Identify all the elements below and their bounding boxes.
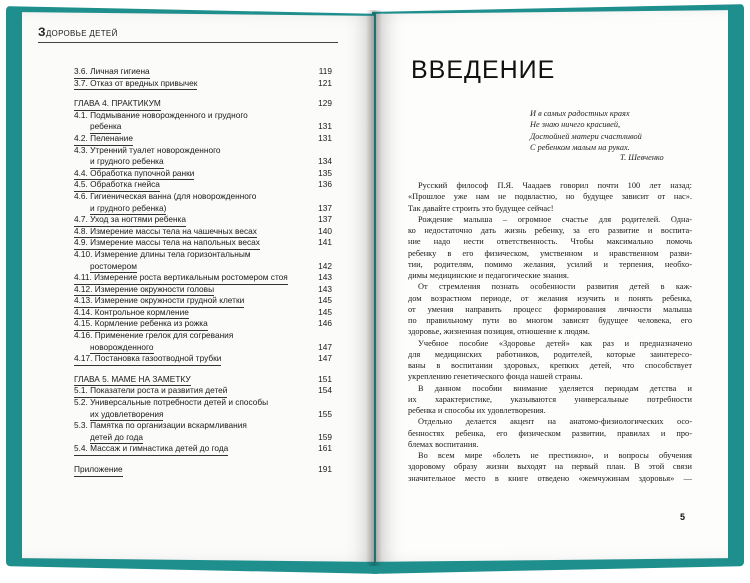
body-line: Во всем мире «болеть не престижно», и вопросы обучения	[418, 451, 692, 460]
toc-entry	[74, 249, 332, 261]
toc-entry-page: 151	[315, 374, 332, 386]
body-line: от умения направить процесс формирования личности малыша	[408, 304, 692, 314]
toc-entry	[74, 203, 332, 215]
toc-entry-title: 4.7. Уход за ногтями ребенка	[74, 214, 186, 227]
toc-entry	[74, 307, 332, 319]
toc-entry-title: 4.15. Кормление ребенка из рожка	[74, 318, 208, 331]
toc-spacer	[74, 89, 332, 98]
toc-entry	[74, 66, 332, 78]
toc-entry-title: 4.12. Измерение окружности головы	[74, 284, 214, 297]
body-line: здоровье, жизненная позиция, отношение к людям.	[408, 327, 590, 337]
toc-entry	[74, 191, 332, 203]
body-line: ко недостаточно дать жизнь ребенку, за его развитие и воспита-	[408, 226, 692, 235]
toc-entry-title: 4.17. Постановка газоотводной трубки	[74, 353, 221, 366]
body-line: В данном пособии внимание уделяется периодам детства и	[418, 383, 692, 393]
toc-entry-title: 4.10. Измерение длины тела горизонтальным	[74, 248, 251, 259]
toc-entry-title: 4.16. Применение грелок для согревания	[74, 330, 234, 341]
toc-entry-title: Приложение	[74, 464, 123, 477]
toc-entry-page: 136	[315, 179, 332, 191]
toc-entry-title: ГЛАВА 5. МАМЕ НА ЗАМЕТКУ	[74, 374, 191, 387]
toc-entry-page: 161	[315, 443, 332, 455]
body-line: для медицинских работников, родителей, которые заинтересо-	[408, 349, 692, 359]
body-line: димы медицинские и педагогические знания.	[408, 271, 569, 280]
toc-entry	[74, 156, 332, 168]
toc-entry-page: 119	[316, 66, 332, 78]
toc-entry-title: 4.14. Контрольное кормление	[74, 307, 189, 320]
toc-entry-title: 4.8. Измерение массы тела на чашечных весах	[74, 226, 257, 239]
toc-entry	[74, 420, 332, 432]
running-head	[38, 25, 118, 39]
toc-entry-page: 134	[315, 156, 332, 168]
toc-spacer	[74, 455, 332, 464]
toc-entry	[74, 272, 332, 284]
toc-entry-page: 137	[315, 214, 332, 226]
toc-entry-title: 3.7. Отказ от вредных привычек	[74, 78, 197, 91]
body-line: От стремления познать особенности развития детей в каж-	[418, 282, 692, 292]
body-line: ние надо нести ответственность. Чтобы максимально помочь	[408, 237, 692, 247]
body-line: ребенка и способы их удовлетворения.	[408, 406, 546, 415]
toc-entry	[74, 78, 332, 90]
toc-entry-page: 137	[315, 203, 332, 215]
book-gutter	[366, 10, 382, 566]
body-line: значительное место в книге отведено «жемчужинам здоровья» —	[408, 473, 692, 483]
toc-entry	[74, 295, 332, 307]
page-number: 5	[680, 512, 686, 522]
toc-entry	[74, 385, 332, 397]
body-line: Рождение малыша – огромное счастье для родителей. Одна-	[418, 214, 692, 224]
toc-entry-title: их удовлетворения	[90, 409, 163, 422]
toc-entry	[74, 110, 332, 122]
toc-entry	[74, 342, 332, 354]
toc-entry-title: 5.1. Показатели роста и развития детей	[74, 385, 227, 398]
epigraph-author: Т. Шевченко	[620, 153, 664, 162]
toc-entry-title: 4.5. Обработка гнейса	[74, 179, 160, 192]
toc-entry-page: 155	[315, 409, 332, 421]
toc-spacer	[74, 365, 332, 374]
toc-entry-title: 4.9. Измерение массы тела на напольных весах	[74, 237, 260, 250]
toc-entry	[74, 226, 332, 238]
table-of-contents	[74, 66, 332, 476]
epigraph-line: С ребенком малым на руках.	[530, 142, 630, 152]
toc-entry-title: 5.4. Массаж и гимнастика детей до года	[74, 443, 228, 456]
body-line: дом возрастном периоде, от желания изучить и понять ребенка,	[408, 293, 692, 303]
toc-entry-title: 3.6. Личная гигиена	[74, 66, 150, 79]
toc-entry	[74, 374, 332, 386]
toc-entry-title: новорожденного	[90, 342, 154, 355]
body-line: Отдельно делается акцент на анатомо-физиологических осо-	[418, 417, 692, 427]
epigraph-line: Не знаю ничего красивей,	[530, 120, 621, 130]
toc-entry	[74, 98, 332, 110]
toc-entry-page: 142	[315, 261, 332, 273]
toc-entry-title: 4.6. Гигиеническая ванна (для новорожденного	[74, 190, 257, 201]
toc-entry-title: 4.11. Измерение роста вертикальным ростомером стоя	[74, 272, 288, 285]
toc-entry	[74, 284, 332, 296]
toc-entry-title: ростомером	[90, 261, 137, 274]
running-head-text: ДОРОВЬЕ ДЕТЕЙ	[45, 29, 118, 38]
toc-entry-title: ГЛАВА 4. ПРАКТИКУМ	[74, 98, 161, 111]
toc-entry-title: и грудного ребенка)	[90, 203, 166, 216]
body-text	[408, 180, 692, 484]
body-line: укреплению генетического фонда нашей страны.	[408, 372, 583, 382]
toc-entry-page: 159	[315, 432, 332, 444]
toc-entry-page: 143	[315, 284, 332, 296]
toc-entry-title: 5.3. Памятка по организации вскармливания	[74, 420, 247, 431]
toc-entry	[74, 432, 332, 444]
toc-entry-page: 140	[315, 226, 332, 238]
epigraph	[530, 108, 642, 153]
toc-entry	[74, 353, 332, 365]
epigraph-line: И в самых радостных краях	[530, 109, 630, 118]
toc-entry-page: 141	[315, 237, 332, 249]
toc-entry-page: 131	[315, 121, 332, 133]
toc-entry-page: 121	[315, 78, 332, 90]
toc-entry	[74, 261, 332, 273]
toc-entry	[74, 214, 332, 226]
toc-entry-page: 147	[315, 353, 332, 365]
body-line: Учебное пособие «Здоровье детей» как раз и предназначено	[418, 338, 692, 348]
body-line: ваны в воспитании здоровых, крепких детей, что способствует	[408, 361, 692, 370]
toc-entry	[74, 133, 332, 145]
toc-entry-title: детей до года	[90, 432, 143, 445]
toc-entry-title: ребенка	[90, 121, 121, 134]
page-title: ВВЕДЕНИЕ	[411, 56, 556, 84]
toc-entry-page: 135	[315, 168, 332, 180]
running-head-cap: З	[38, 25, 46, 39]
toc-entry-title: 5.2. Универсальные потребности детей и способы	[74, 397, 269, 408]
toc-entry	[74, 145, 332, 157]
body-line: бенностях ребенка, его физическом развитии, правилах и про-	[408, 428, 692, 438]
body-line: блемах воспитания.	[408, 439, 479, 449]
running-head-rule	[38, 42, 338, 43]
toc-entry	[74, 330, 332, 342]
body-line: их характеристике, указываются универсальные потребности	[408, 394, 692, 404]
toc-entry-page: 147	[315, 342, 332, 354]
toc-entry-page: 143	[315, 272, 332, 284]
body-line: «Прошлое уже нам не подвластно, но будущее зависит от нас».	[408, 192, 692, 202]
toc-entry	[74, 121, 332, 133]
toc-entry-page: 129	[315, 98, 332, 110]
toc-entry	[74, 179, 332, 191]
toc-entry-title: 4.4. Обработка пупочной ранки	[74, 168, 194, 181]
toc-entry-page: 145	[315, 307, 332, 319]
toc-entry-title: 4.3. Утренний туалет новорожденного	[74, 144, 221, 155]
toc-entry	[74, 464, 332, 476]
toc-entry	[74, 318, 332, 330]
body-line: Так давайте строить это будущее сейчас!	[408, 203, 554, 213]
toc-entry	[74, 443, 332, 455]
body-line: ребенку в его физическом, умственном и нравственном разви-	[408, 248, 692, 258]
toc-entry-page: 154	[315, 385, 332, 397]
body-line: Русский философ П.Я. Чаадаев говорил почти 100 лет назад:	[418, 181, 692, 190]
toc-entry-page: 131	[315, 133, 332, 145]
toc-entry-title: 4.2. Пеленание	[74, 133, 133, 146]
toc-entry	[74, 237, 332, 249]
toc-entry	[74, 397, 332, 409]
toc-entry-title: 4.13. Измерение окружности грудной клетки	[74, 295, 244, 308]
toc-entry	[74, 168, 332, 180]
toc-entry-title: и грудного ребенка	[90, 156, 164, 169]
toc-entry-page: 146	[315, 318, 332, 330]
toc-entry-title: 4.1. Подмывание новорожденного и грудного	[74, 109, 248, 120]
toc-entry	[74, 409, 332, 421]
toc-entry-page: 191	[315, 464, 332, 476]
body-line: здоровому образу жизни выходят на первый план. В этой связи	[408, 462, 692, 472]
epigraph-line: Достойней матери счастливой	[530, 131, 642, 141]
toc-entry-page: 145	[315, 295, 332, 307]
body-line: по правильному пути во многом зависят будущее человека, его	[408, 316, 692, 325]
body-line: тии, родителям, помимо желания, усилий и терпения, необхо-	[408, 259, 692, 269]
